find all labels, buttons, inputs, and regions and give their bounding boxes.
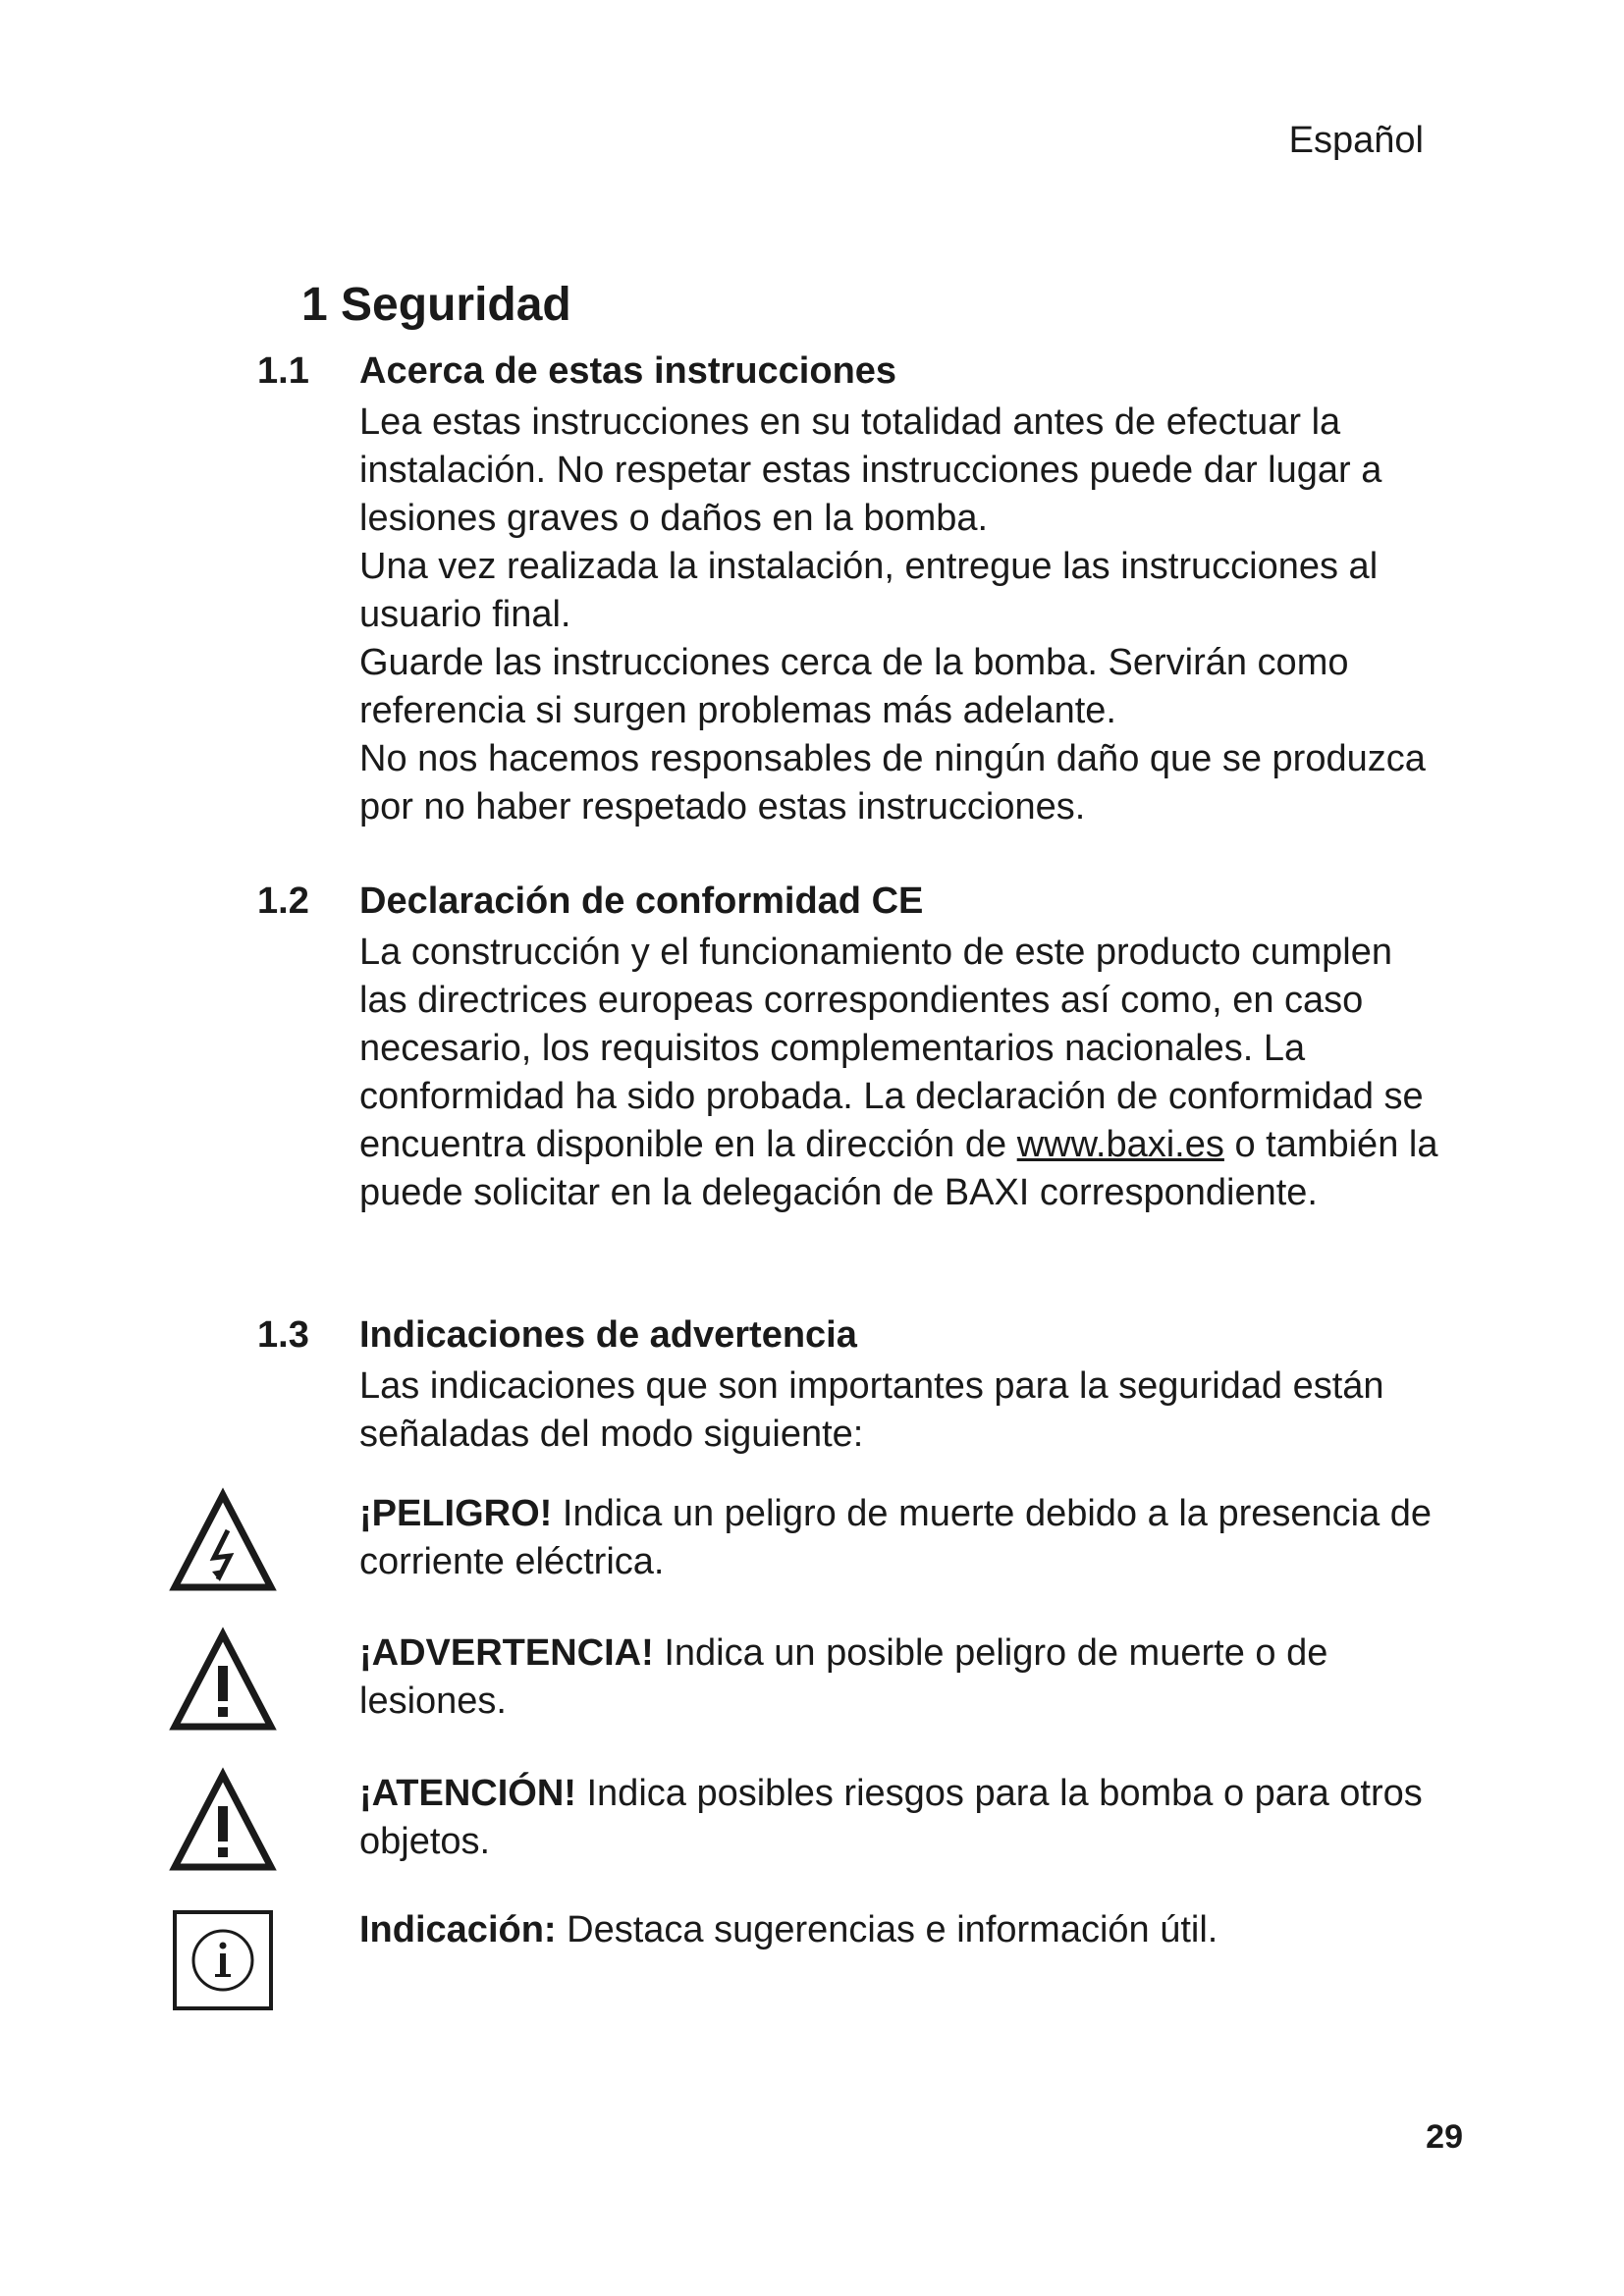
paragraph: No nos hacemos responsables de ningún daño que se produzca por no haber respetado estas instrucciones. — [359, 738, 1426, 828]
page-language-label: Español — [1288, 120, 1424, 161]
warning-text — [359, 1490, 1449, 1586]
paragraph — [359, 929, 1449, 1217]
section-number: 1.1 — [257, 350, 309, 392]
warning-text — [359, 1770, 1449, 1866]
baxi-website-link[interactable]: www.baxi.es — [1016, 1124, 1224, 1165]
warning-label: ¡PELIGRO! — [359, 1493, 553, 1534]
warning-label: ¡ADVERTENCIA! — [359, 1632, 654, 1674]
section-title: Indicaciones de advertencia — [359, 1314, 857, 1356]
section-1-1-body — [359, 399, 1449, 831]
warning-label: ¡ATENCIÓN! — [359, 1773, 576, 1814]
page-number: 29 — [1426, 2118, 1463, 2156]
section-number: 1.3 — [257, 1314, 309, 1356]
info-icon — [169, 1906, 277, 2014]
note-description: Destaca sugerencias e información útil. — [556, 1909, 1218, 1950]
section-1-2-body — [359, 929, 1449, 1217]
warning-text — [359, 1629, 1449, 1726]
warning-description: Indica un peligro de muerte debido a la presencia de corriente eléctrica. — [359, 1493, 1433, 1582]
warning-description: Indica posibles riesgos para la bomba o para otros objetos. — [359, 1773, 1423, 1862]
caution-icon — [169, 1767, 277, 1875]
section-title: Acerca de estas instrucciones — [359, 350, 897, 392]
section-1-3-intro: Las indicaciones que son importantes para la seguridad están señaladas del modo siguiente: — [359, 1365, 1384, 1455]
section-number: 1.2 — [257, 881, 309, 922]
warning-description: Indica un posible peligro de muerte o de lesiones. — [359, 1632, 1328, 1722]
note-label: Indicación: — [359, 1909, 557, 1950]
paragraph-text: La construcción y el funcionamiento de este producto cumplen las directrices europeas correspondientes así como, en caso necesario, los requisitos complementarios nacionales. La conformidad ha sido probada. La declaración de conformidad se encuentra disponible en la dirección de — [359, 932, 1424, 1165]
electrical-hazard-icon — [169, 1487, 277, 1595]
paragraph-text: o también la puede solicitar en la delegación de BAXI correspondiente. — [359, 1124, 1438, 1213]
paragraph: Lea estas instrucciones en su totalidad antes de efectuar la instalación. No respetar estas instrucciones puede dar lugar a lesiones graves o daños en la bomba. — [359, 401, 1382, 539]
paragraph: Guarde las instrucciones cerca de la bomba. Servirán como referencia si surgen problemas más adelante. — [359, 642, 1349, 731]
note-text — [359, 1906, 1449, 1954]
warning-icon — [169, 1627, 277, 1735]
chapter-title: 1 Seguridad — [301, 279, 571, 331]
section-title: Declaración de conformidad CE — [359, 881, 924, 922]
paragraph: Una vez realizada la instalación, entregue las instrucciones al usuario final. — [359, 546, 1379, 635]
